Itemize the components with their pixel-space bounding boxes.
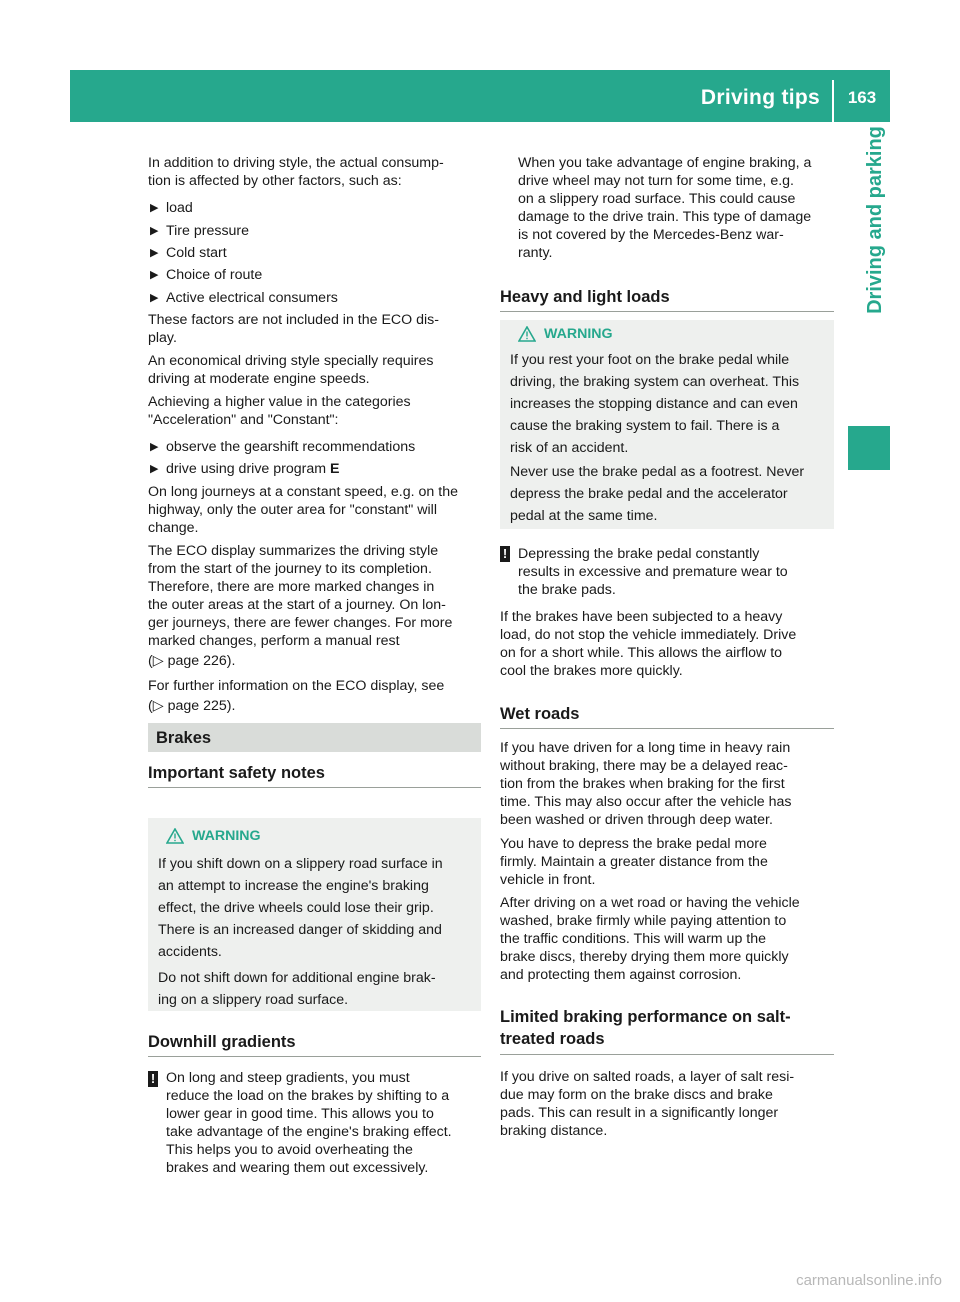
text-line: brakes and wearing them out excessively. — [166, 1160, 429, 1176]
heading-rule — [500, 311, 834, 312]
text-line: "Acceleration" and "Constant": — [148, 412, 339, 428]
warning-text: depress the brake pedal and the accelerator — [510, 486, 788, 502]
text-line: ranty. — [518, 245, 553, 261]
warning-text: driving, the braking system can overheat. This — [510, 374, 800, 390]
text-line: washed, brake firmly while paying attention to — [500, 913, 787, 929]
warning-box — [148, 818, 481, 1011]
warning-text: effect, the drive wheels could lose their grip. — [158, 900, 434, 916]
text-line: the brake pads. — [518, 582, 616, 598]
list-item: Active electrical consumers — [166, 290, 338, 306]
text-line: the outer areas at the start of a journey. On lon- — [148, 597, 446, 613]
warning-text: risk of an accident. — [510, 440, 629, 456]
bullet-icon: ▶ — [150, 292, 159, 304]
text-line: the traffic conditions. This will warm up the — [500, 931, 767, 947]
text-line: change. — [148, 520, 199, 536]
warning-text: pedal at the same time. — [510, 508, 658, 524]
arrow-right-icon: ▷ — [152, 698, 164, 714]
text-line: time. This may also occur after the vehicle has — [500, 794, 792, 810]
list-item: Tire pressure — [166, 223, 250, 239]
notice-icon: ! — [500, 546, 510, 562]
heading-salt-roads-cont: treated roads — [500, 1030, 605, 1048]
text-line: ger journeys, there are fewer changes. For more — [148, 615, 453, 631]
bullet-icon: ▶ — [150, 269, 159, 281]
warning-text: Never use the brake pedal as a footrest. Never — [510, 464, 805, 480]
text-line: For further information on the ECO display, see — [148, 678, 445, 694]
heading-downhill-gradients: Downhill gradients — [148, 1033, 296, 1051]
heading-salt-roads: Limited braking performance on salt- — [500, 1008, 791, 1026]
warning-title: WARNING — [192, 828, 261, 844]
bullet-icon: ▶ — [150, 247, 159, 259]
heading-rule — [148, 787, 481, 788]
text-line: The ECO display summarizes the driving style — [148, 543, 439, 559]
chapter-marker — [848, 426, 890, 470]
text-line: from the start of the journey to its completion. — [148, 561, 432, 577]
text-line: On long and steep gradients, you must — [166, 1070, 410, 1086]
bullet-icon: ▶ — [150, 202, 159, 214]
text-line: Depressing the brake pedal constantly — [518, 546, 760, 562]
bullet-icon: ▶ — [150, 441, 159, 453]
text-line: due may form on the brake discs and brake — [500, 1087, 773, 1103]
warning-text: an attempt to increase the engine's braking — [158, 878, 429, 894]
text-line: take advantage of the engine's braking effect. — [166, 1124, 452, 1140]
heading-rule — [148, 1056, 481, 1057]
heading-rule — [500, 1054, 834, 1055]
warning-title: WARNING — [544, 326, 613, 342]
warning-text: ing on a slippery road surface. — [158, 992, 349, 1008]
text-line: cool the brakes more quickly. — [500, 663, 683, 679]
heading-wet-roads: Wet roads — [500, 705, 580, 723]
text-line: On long journeys at a constant speed, e.g. on the — [148, 484, 458, 500]
chapter-side-tab — [848, 122, 890, 422]
heading-safety-notes: Important safety notes — [148, 764, 325, 782]
list-item: Cold start — [166, 245, 227, 261]
text-line: on a slippery road surface. This could cause — [518, 191, 796, 207]
text-line: reduce the load on the brakes by shifting to a — [166, 1088, 450, 1104]
warning-text: If you rest your foot on the brake pedal while — [510, 352, 790, 368]
text-line: This helps you to avoid overheating the — [166, 1142, 413, 1158]
warning-box — [500, 320, 834, 529]
text-line: driving at moderate engine speeds. — [148, 371, 370, 387]
list-item: Choice of route — [166, 267, 263, 283]
text-line: on for a short while. This allows the airflow to — [500, 645, 783, 661]
section-heading-brakes: Brakes — [156, 729, 212, 747]
page-number: 163 — [847, 88, 877, 107]
text-line: Achieving a higher value in the categories — [148, 394, 411, 410]
bullet-icon: ▶ — [150, 463, 159, 475]
text-line: braking distance. — [500, 1123, 608, 1139]
page-reference-link[interactable]: (▷ page 225). — [148, 698, 236, 714]
text-line: results in excessive and premature wear to — [518, 564, 788, 580]
notice-icon: ! — [148, 1071, 158, 1087]
header-bar — [70, 70, 890, 122]
text-line: lower gear in good time. This allows you to — [166, 1106, 434, 1122]
text-line: play. — [148, 330, 177, 346]
text-line: brake discs, thereby drying them more quickly — [500, 949, 789, 965]
text-line: pads. This can result in a significantly longer — [500, 1105, 779, 1121]
text-line: load, do not stop the vehicle immediately. Drive — [500, 627, 797, 643]
text-line: firmly. Maintain a greater distance from the — [500, 854, 768, 870]
warning-triangle-icon — [518, 326, 536, 342]
text-line: If you drive on salted roads, a layer of salt resi- — [500, 1069, 795, 1085]
text-line: tion from the brakes when braking for the first — [500, 776, 785, 792]
page-reference-link[interactable]: (▷ page 226). — [148, 653, 236, 669]
text-line: These factors are not included in the ECO dis- — [148, 312, 439, 328]
chapter-label: Driving and parking — [864, 126, 886, 314]
text-line: vehicle in front. — [500, 872, 596, 888]
text-line: After driving on a wet road or having the vehicle — [500, 895, 800, 911]
text-line: is not covered by the Mercedes-Benz war- — [518, 227, 784, 243]
text-line: Therefore, there are more marked changes in — [148, 579, 435, 595]
text-line: damage to the drive train. This type of damage — [518, 209, 812, 225]
arrow-right-icon: ▷ — [152, 653, 164, 669]
bullet-icon: ▶ — [150, 225, 159, 237]
list-item: observe the gearshift recommendations — [166, 439, 416, 455]
list-item: drive using drive program E — [166, 461, 340, 477]
text-line: When you take advantage of engine braking, a — [518, 155, 812, 171]
text-line: tion is affected by other factors, such as: — [148, 173, 402, 189]
warning-text: Do not shift down for additional engine brak- — [158, 970, 436, 986]
text-line: and protecting them against corrosion. — [500, 967, 742, 983]
warning-text: accidents. — [158, 944, 222, 960]
text-line: An economical driving style specially requires — [148, 353, 434, 369]
warning-text: There is an increased danger of skidding and — [158, 922, 442, 938]
text-line: highway, only the outer area for "constant" will — [148, 502, 437, 518]
warning-text: increases the stopping distance and can even — [510, 396, 798, 412]
drive-program-letter: E — [330, 461, 340, 477]
heading-heavy-light-loads: Heavy and light loads — [500, 288, 670, 306]
text-line: In addition to driving style, the actual consump- — [148, 155, 444, 171]
heading-rule — [500, 728, 834, 729]
text-line: been washed or driven through deep water. — [500, 812, 773, 828]
text-line: marked changes, perform a manual rest — [148, 633, 400, 649]
list-item: load — [166, 200, 193, 216]
watermark: carmanualsonline.info — [796, 1272, 942, 1289]
text-line: You have to depress the brake pedal more — [500, 836, 767, 852]
text-line: If you have driven for a long time in heavy rain — [500, 740, 791, 756]
text-line: If the brakes have been subjected to a heavy — [500, 609, 783, 625]
text-line: without braking, there may be a delayed reac- — [500, 758, 788, 774]
section-title: Driving tips — [700, 86, 820, 109]
warning-text: cause the braking system to fail. There is a — [510, 418, 780, 434]
warning-text: If you shift down on a slippery road surface in — [158, 856, 443, 872]
text-line: drive wheel may not turn for some time, e.g. — [518, 173, 794, 189]
warning-triangle-icon — [166, 828, 184, 844]
